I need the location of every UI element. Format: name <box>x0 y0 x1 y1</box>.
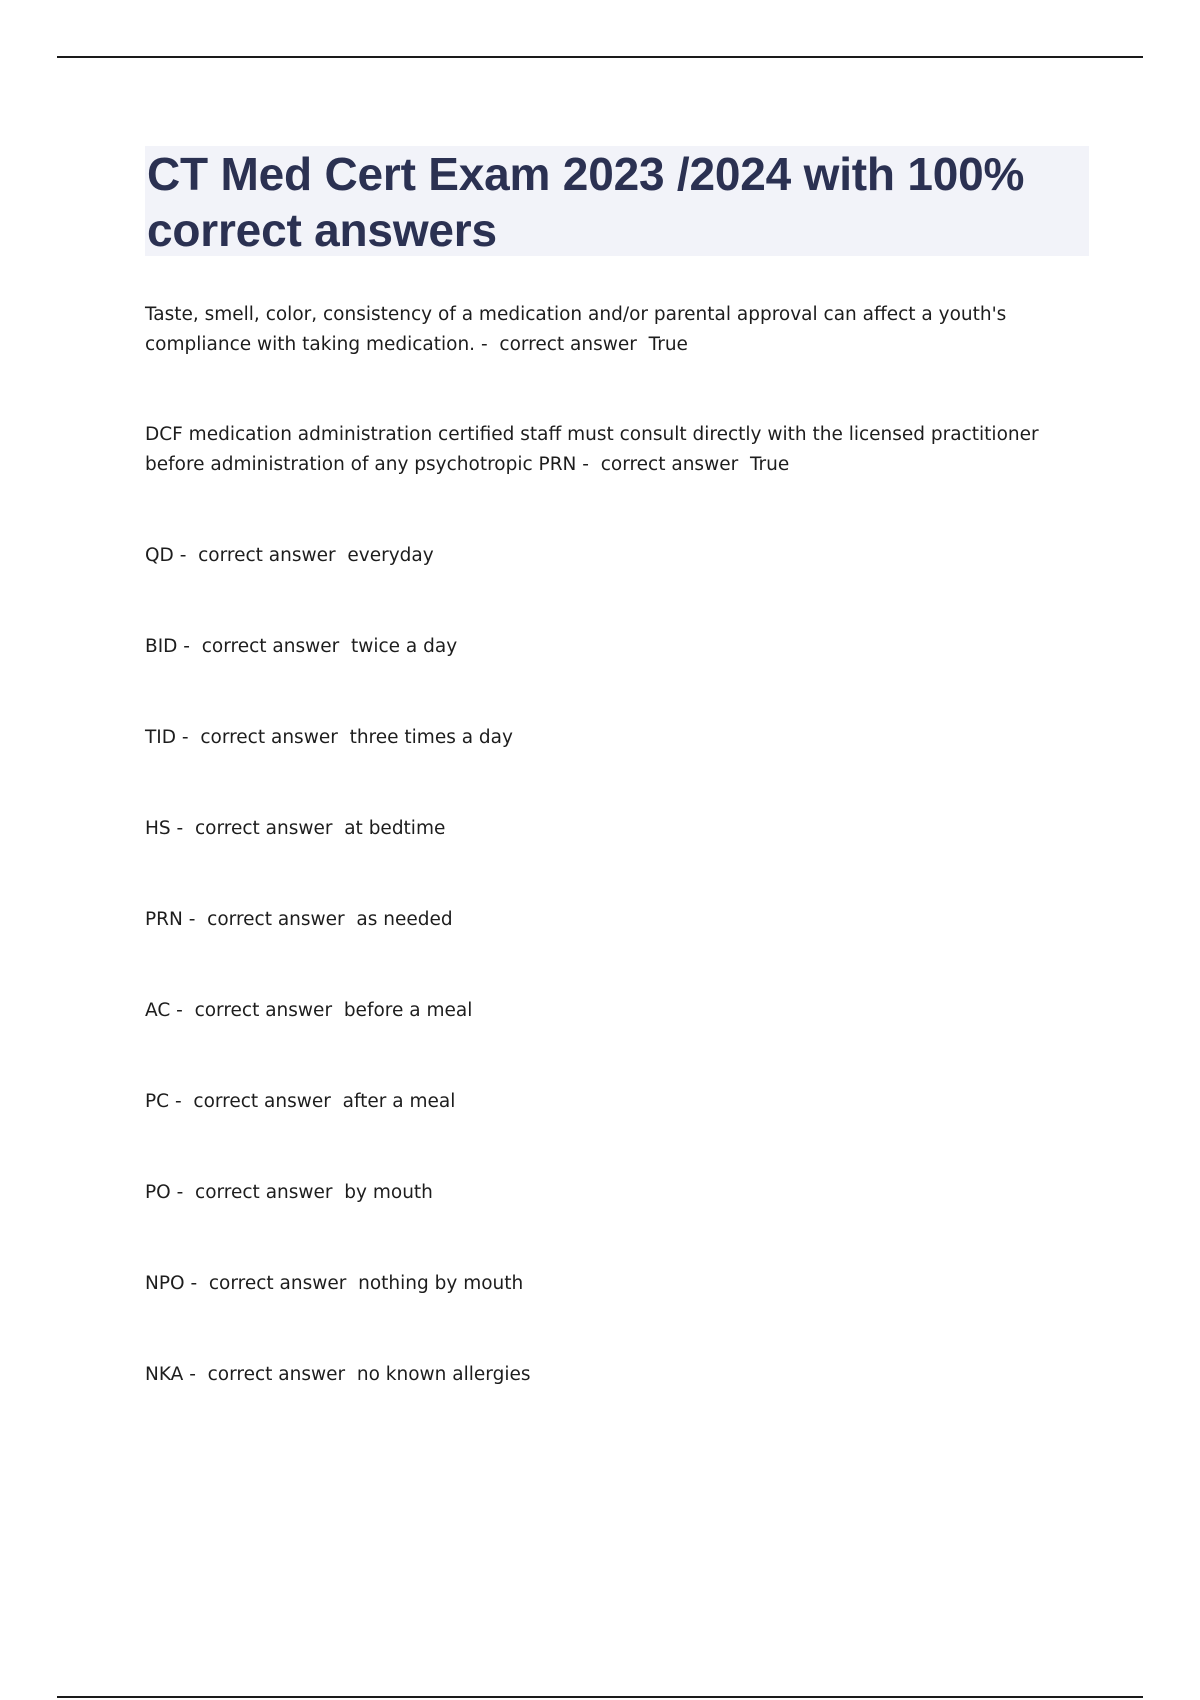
qa-question: NKA <box>145 1364 184 1385</box>
qa-question: PRN <box>145 909 183 930</box>
qa-answer: at bedtime <box>344 818 446 839</box>
qa-question: PO <box>145 1182 171 1203</box>
qa-question: QD <box>145 545 174 566</box>
qa-separator: - correct answer <box>169 1091 343 1112</box>
qa-separator: - correct answer <box>184 1273 359 1294</box>
qa-item <box>145 814 1095 844</box>
qa-separator: - correct answer <box>173 545 348 566</box>
qa-item <box>145 996 1095 1026</box>
qa-item <box>145 1178 1095 1208</box>
qa-item <box>145 420 1095 480</box>
qa-answer: three times a day <box>349 727 513 748</box>
qa-item <box>145 632 1095 662</box>
qa-separator: - correct answer <box>170 1000 344 1021</box>
qa-answer: everyday <box>347 545 434 566</box>
qa-question: AC <box>145 1000 171 1021</box>
qa-question: PC <box>145 1091 170 1112</box>
qa-question: Taste, smell, color, consistency of a medication and/or parental approval can affect a youth's compliance with taking medication. <box>145 304 1007 355</box>
bottom-rule <box>57 1696 1143 1698</box>
qa-answer: twice a day <box>350 636 458 657</box>
qa-separator: - correct answer <box>176 727 350 748</box>
qa-separator: - correct answer <box>170 1182 345 1203</box>
qa-separator: - correct answer <box>576 454 750 475</box>
qa-answer: nothing by mouth <box>358 1273 524 1294</box>
qa-question: TID <box>145 727 177 748</box>
top-rule <box>57 56 1143 58</box>
qa-answer: after a meal <box>342 1091 456 1112</box>
qa-item <box>145 300 1095 360</box>
qa-answer: True <box>648 334 688 355</box>
qa-separator: - correct answer <box>475 334 649 355</box>
qa-question: NPO <box>145 1273 185 1294</box>
qa-answer: by mouth <box>344 1182 433 1203</box>
qa-separator: - correct answer <box>182 909 357 930</box>
qa-item <box>145 1087 1095 1117</box>
qa-item <box>145 905 1095 935</box>
qa-answer: no known allergies <box>356 1364 531 1385</box>
qa-item <box>145 723 1095 753</box>
page-title: CT Med Cert Exam 2023 /2024 with 100% correct answers <box>147 148 1025 256</box>
qa-question: BID <box>145 636 178 657</box>
qa-separator: - correct answer <box>183 1364 357 1385</box>
qa-answer: before a meal <box>343 1000 473 1021</box>
qa-separator: - correct answer <box>170 818 345 839</box>
qa-item <box>145 541 1095 571</box>
qa-item <box>145 1360 1095 1390</box>
qa-question: HS <box>145 818 171 839</box>
qa-separator: - correct answer <box>177 636 351 657</box>
title-block <box>145 146 1089 256</box>
qa-question: DCF medication administration certified staff must consult directly with the licensed practitioner before administration of any psychotropic PRN <box>145 424 1039 475</box>
qa-answer: True <box>749 454 790 475</box>
qa-answer: as needed <box>356 909 453 930</box>
qa-item <box>145 1269 1095 1299</box>
